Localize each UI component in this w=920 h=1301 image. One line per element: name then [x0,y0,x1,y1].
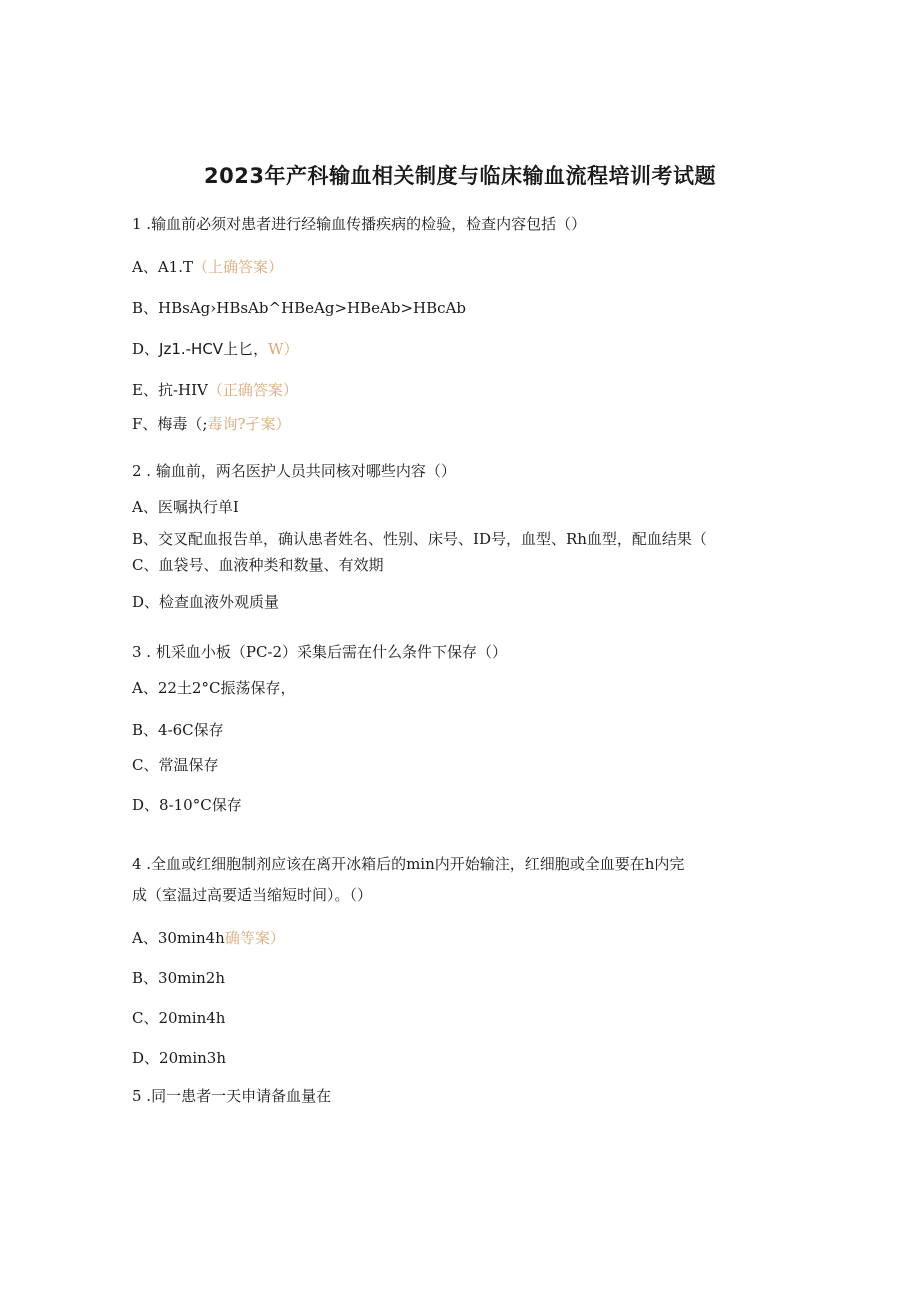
question-4-stem-line-1: 4 .全血或红细胞制剂应该在离开冰箱后的min内开始输注，红细胞或全血要在h内完 [132,855,685,873]
question-3-option-b: B、4-6C保存 [132,721,224,739]
answer-marker: 毒询?孑案） [207,415,291,433]
option-prefix: D、 [132,340,160,358]
answer-marker: W） [268,340,299,358]
question-2-stem: 2 . 输血前，两名医护人员共同核对哪些内容（） [132,462,456,480]
option-text: E、抗-HIV [132,381,208,399]
question-1-option-b: B、HBsAg›HBsAb^HBeAg>HBeAb>HBcAb [132,299,466,317]
question-4-option-b: B、30min2h [132,969,225,987]
answer-marker: （正确答案） [207,381,298,399]
question-1-stem: 1 .输血前必须对患者进行经输血传播疾病的检验，检查内容包括（） [132,215,587,233]
question-4-stem-line-2: 成（室温过高要适当缩短时间）。（） [132,886,373,904]
option-text: F、梅毒（; [132,415,208,433]
question-2-option-d: D、检查血液外观质量 [132,593,280,611]
question-1-option-e [132,380,298,400]
question-5-stem: 5 .同一患者一天申请备血量在 [132,1087,332,1105]
question-2-option-a: A、医嘱执行单I [132,498,239,516]
question-1-option-f [132,414,291,434]
question-3-option-d: D、8-10°C保存 [132,796,242,814]
question-3-stem: 3 . 机采血小板（PC-2）采集后需在什么条件下保存（） [132,643,508,661]
option-text: Jz1.-HCV上匕， [159,340,269,358]
option-text: A、A1.T [132,258,193,276]
question-4-option-a [132,928,285,948]
question-2-option-b: B、交叉配血报告单，确认患者姓名、性别、床号、ID号，血型、Rh血型，配血结果（ [132,530,707,548]
question-2-option-c: C、血袋号、血液种类和数量、有效期 [132,556,384,574]
question-3-option-a: A、22土2°C振荡保存， [132,679,296,697]
option-text: A、30min4h [132,929,225,947]
question-3-option-c: C、常温保存 [132,756,219,774]
question-1-option-a [132,257,283,277]
page-title: 2023年产科输血相关制度与临床输血流程培训考试题 [204,164,716,188]
question-1-option-d [132,339,299,359]
answer-marker: 确等案） [224,929,285,947]
answer-marker: （上确答案） [192,258,283,276]
question-4-option-c: C、20min4h [132,1009,226,1027]
question-4-option-d: D、20min3h [132,1049,226,1067]
